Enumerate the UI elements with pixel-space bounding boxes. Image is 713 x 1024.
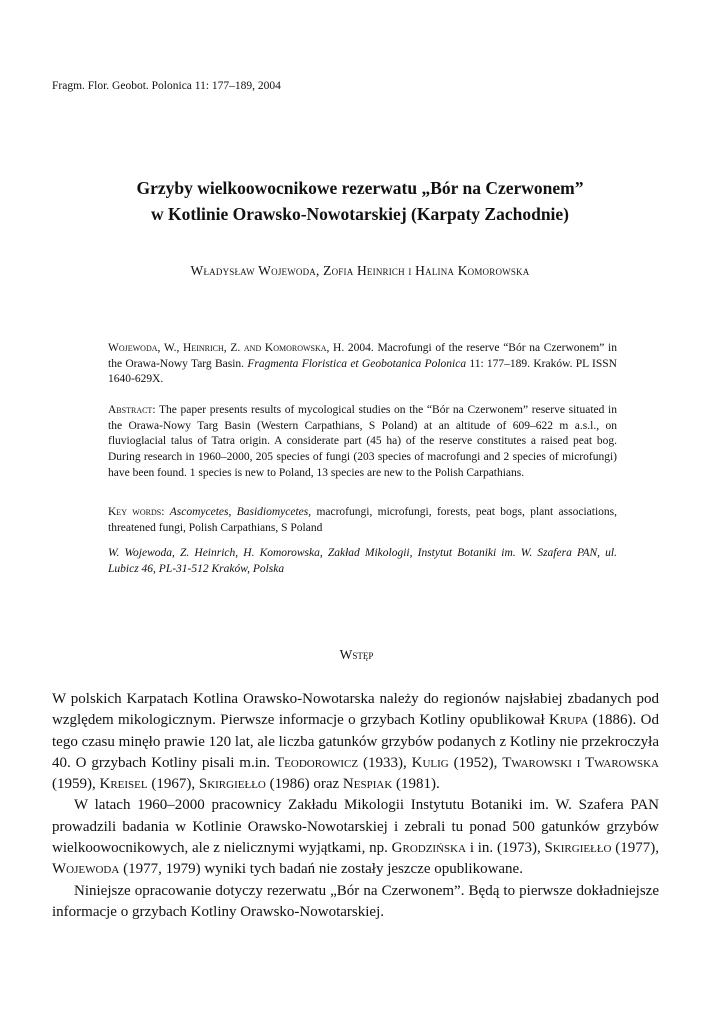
cited-author: Grodzińska (391, 840, 467, 857)
keyword-ascomycetes: Ascomycetes (169, 506, 229, 518)
paragraph-3: Niniejsze opracowanie dotyczy rezerwatu „Bór na Czerwonem”. Będą to pierwsze dokładniejsze informacje o grzybach Kotliny Orawsko-Nowotarskiej. (52, 882, 659, 920)
citation (108, 341, 617, 388)
keywords-rest: , macrofungi, microfungi, forests, peat bogs, plant associations, threatened fungi, Polish Carpathians, S Poland (108, 506, 617, 534)
citation-journal: Fragmenta Floristica et Geobotanica Polonica (247, 357, 467, 370)
paragraph-2: W latach 1960–2000 pracownicy Zakładu Mikologii Instytutu Botaniki im. W. Szafera PAN prowadzili badania w Kotlinie Orawsko-Nowotarskiej i zebrali tu ponad 500 gatunków grzybów wielkoowocnikowych, ale z nielicznymi wyjątkami, np. Grodzińska i in. (1973), Skirgiełło (1977), Wojewoda (1977, 1979) wyniki tych badań nie zostały jeszcze opublikowane. (52, 797, 660, 878)
keywords-label: Key words (108, 506, 162, 518)
title-line-1: Grzyby wielkoowocnikowe rezerwatu „Bór na Czerwonem” (136, 178, 584, 198)
section-heading-wstep: Wstęp (339, 647, 374, 662)
abstract-label: Abstract (108, 404, 153, 416)
cited-author: Skirgiełło (544, 840, 612, 857)
paragraph-1: W polskich Karpatach Kotlina Orawsko-Nowotarska należy do regionów najsłabiej zbadanych pod względem mikologicznym. Pierwsze informacje o grzybach Kotliny opublikował Krupa (1886). Od tego czasu minęło prawie 120 lat, ale liczba gatunków grzybów podanych z Kotliny nie przekroczyła 40. O grzybach Kotliny pisali m.in. Teodorowicz (1933), Kulig (1952), Twarowski i Twarowska (1959), Kreisel (1967), Skirgiełło (1986) oraz Nespiak (1981). (52, 691, 660, 793)
abstract-text: : The paper presents results of mycological studies on the “Bór na Czerwonem” reserve situated in the Orawa-Nowy Targ Basin (Western Carpathians, S Poland) at an altitude of 609–622 m a.s.l., on fluvioglacial talus of Tatra origin. A considerate part (45 ha) of the reserve constitutes a raised peat bog. During research in 1960–2000, 205 species of fungi (203 species of macrofungi and 2 species of microfungi) have been found. 1 species is new to Poland, 13 species are new to the Polish Carpathians. (108, 404, 617, 479)
cited-author: Krupa (549, 712, 589, 729)
abstract (108, 403, 617, 482)
cited-author: Teodorowicz (275, 754, 359, 771)
journal-reference: Fragm. Flor. Geobot. Polonica 11: 177–189, 2004 (52, 80, 281, 92)
keywords: Key words: Ascomycetes, Basidiomycetes, macrofungi, microfungi, forests, peat bogs, plant associations, threatened fungi, Polish Carpathians, S Poland (108, 506, 617, 534)
cited-author: Twarowski i Twarowska (502, 754, 659, 771)
introduction-body (52, 689, 659, 923)
cited-author: Wojewoda (52, 861, 120, 878)
keyword-basidiomycetes: Basidiomycetes (236, 506, 309, 518)
title-line-2: w Kotlinie Orawsko-Nowotarskiej (Karpaty Zachodnie) (150, 204, 570, 224)
citation-authors: Wojewoda, W., Heinrich, Z. and Komorowska, H. (108, 342, 345, 354)
author-list: Władysław Wojewoda, Zofia Heinrich i Halina Komorowska (190, 263, 530, 278)
citation-text: 2004. Macrofungi of the reserve “Bór na Czerwonem” in the Orawa-Nowy Targ Basin. (108, 342, 618, 370)
cited-author: Kulig (411, 754, 449, 771)
cited-author: Skirgiełło (198, 776, 266, 793)
article-title (60, 175, 660, 227)
citation-text-end: 11: 177–189. Kraków. PL ISSN 1640-629X. (108, 357, 617, 386)
cited-author: Kreisel (99, 776, 148, 793)
author-address: W. Wojewoda, Z. Heinrich, H. Komorowska, Zakład Mikologii, Instytut Botaniki im. W. Szafera PAN, ul. Lubicz 46, PL-31-512 Kraków, Polska (108, 547, 617, 575)
cited-author: Nespiak (342, 776, 393, 793)
